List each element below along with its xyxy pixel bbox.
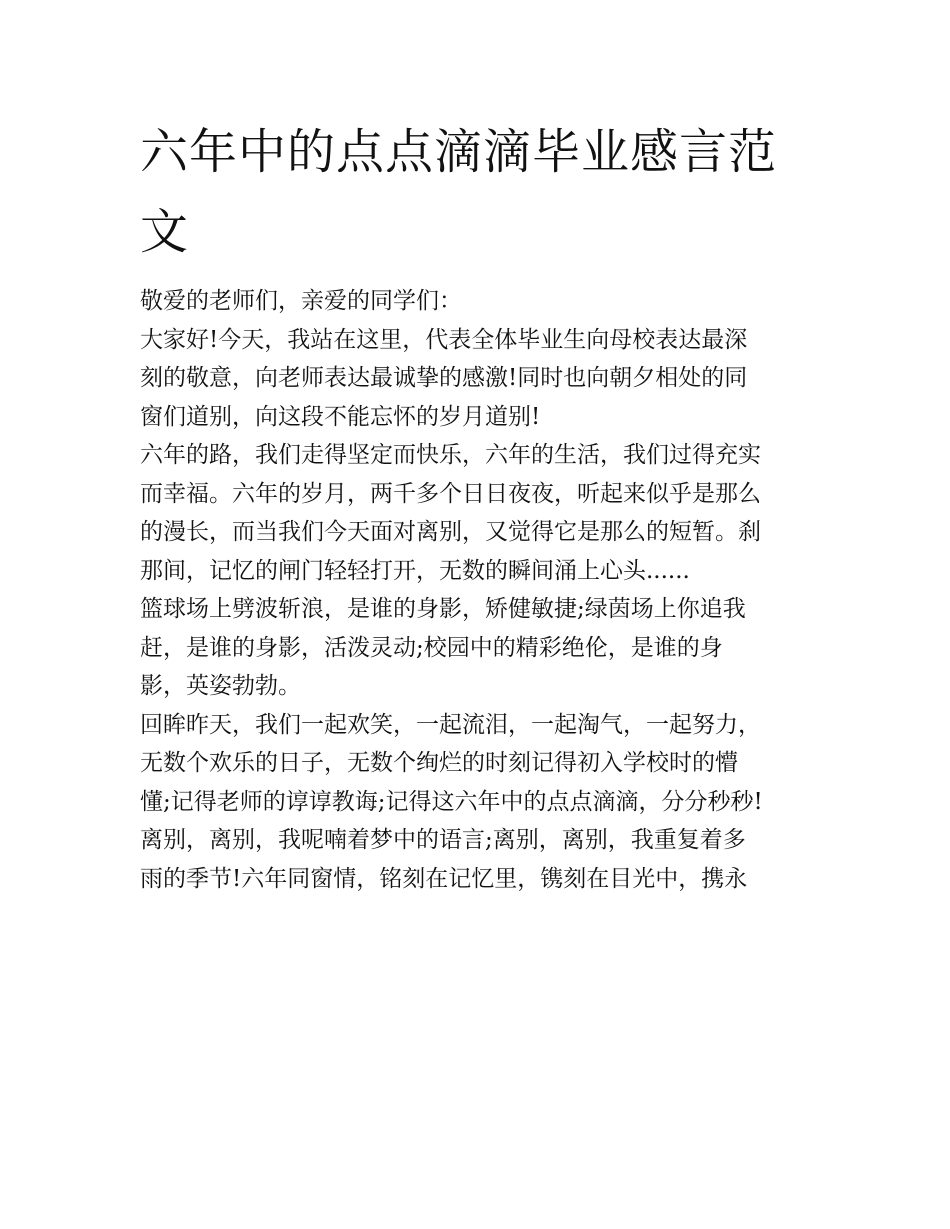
text-line: 的漫长，而当我们今天面对离别，又觉得它是那么的短暂。刹 — [140, 519, 761, 545]
text-line: 窗们道别，向这段不能忘怀的岁月道别! — [140, 403, 541, 430]
text-line: 刻的敬意，向老师表达最诚挚的感激!同时也向朝夕相处的同 — [140, 365, 748, 391]
text-line: 无数个欢乐的日子，无数个绚烂的时刻记得初入学校时的懵 — [140, 750, 738, 776]
document-title — [140, 112, 820, 272]
document-body — [140, 282, 830, 898]
text-line: 那间，记忆的闸门轻轻打开，无数的瞬间涌上心头...... — [140, 557, 690, 584]
text-line: 大家好!今天，我站在这里，代表全体毕业生向母校表达最深 — [140, 326, 748, 353]
title-line: 六年中的点点滴滴毕业感言范 — [140, 124, 778, 180]
salutation-line: 敬爱的老师们，亲爱的同学们： — [140, 288, 462, 314]
title-line: 文 — [140, 204, 190, 260]
text-line: 雨的季节!六年同窗情，铭刻在记忆里，镌刻在目光中，携永 — [140, 865, 748, 892]
text-line: 六年的路，我们走得坚定而快乐，六年的生活，我们过得充实 — [140, 442, 761, 468]
text-line: 而幸福。六年的岁月，两千多个日日夜夜，听起来似乎是那么 — [140, 480, 761, 507]
text-line: 离别，离别，我呢喃着梦中的语言;离别，离别，我重复着多 — [140, 827, 746, 853]
text-line: 懂;记得老师的谆谆教诲;记得这六年中的点点滴滴，分分秒秒! — [140, 788, 763, 815]
text-line: 影，英姿勃勃。 — [140, 673, 301, 699]
text-line: 回眸昨天，我们一起欢笑，一起流泪，一起淘气，一起努力， — [140, 711, 761, 738]
text-line: 篮球场上劈波斩浪，是谁的身影，矫健敏捷;绿茵场上你追我 — [140, 596, 746, 622]
text-line: 赶，是谁的身影，活泼灵动;校园中的精彩绝伦，是谁的身 — [140, 634, 723, 661]
